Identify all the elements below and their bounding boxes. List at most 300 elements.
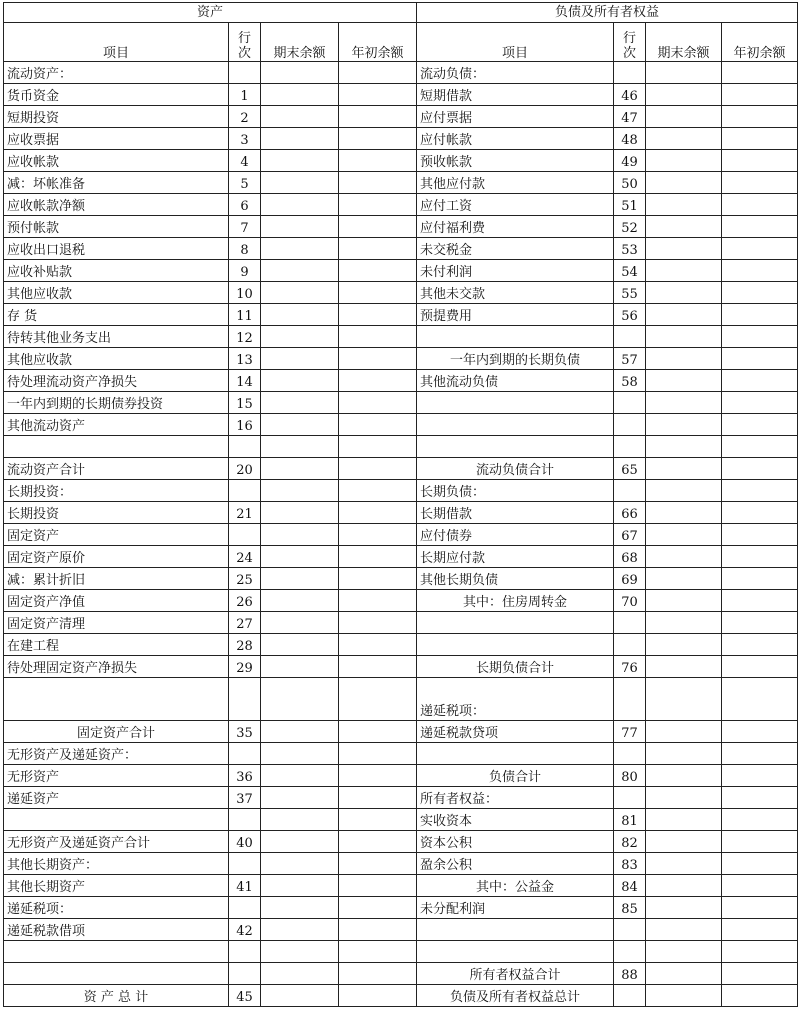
asset-begin-balance-cell	[339, 765, 417, 787]
liability-end-balance-cell	[646, 260, 722, 282]
table-row	[4, 502, 798, 524]
liability-line-no-cell: 49	[614, 150, 646, 172]
liability-begin-balance-cell	[722, 216, 798, 238]
asset-end-balance-cell	[261, 721, 339, 743]
asset-begin-balance-cell	[339, 106, 417, 128]
asset-line-no-cell: 1	[229, 84, 261, 106]
liability-item-cell: 其中：住房周转金	[417, 590, 614, 612]
asset-line-no-cell	[229, 524, 261, 546]
assets-end-balance-header: 期末余额	[261, 23, 339, 62]
liability-item-cell	[417, 919, 614, 941]
liability-line-no-cell	[614, 941, 646, 963]
liability-item-cell: 递延税项：	[417, 678, 614, 721]
asset-begin-balance-cell	[339, 172, 417, 194]
asset-item-cell: 一年内到期的长期债券投资	[4, 392, 229, 414]
liability-begin-balance-cell	[722, 370, 798, 392]
liability-end-balance-cell	[646, 524, 722, 546]
asset-item-cell: 应收票据	[4, 128, 229, 150]
asset-begin-balance-cell	[339, 238, 417, 260]
liability-begin-balance-cell	[722, 150, 798, 172]
assets-section-title: 资产	[4, 3, 417, 23]
asset-begin-balance-cell	[339, 656, 417, 678]
asset-item-cell: 预付帐款	[4, 216, 229, 238]
asset-line-no-cell	[229, 62, 261, 84]
asset-end-balance-cell	[261, 612, 339, 634]
asset-end-balance-cell	[261, 348, 339, 370]
asset-begin-balance-cell	[339, 787, 417, 809]
asset-begin-balance-cell	[339, 897, 417, 919]
liability-line-no-cell	[614, 919, 646, 941]
liability-item-cell	[417, 634, 614, 656]
asset-line-no-cell: 8	[229, 238, 261, 260]
asset-item-cell	[4, 963, 229, 985]
liability-line-no-cell: 69	[614, 568, 646, 590]
asset-begin-balance-cell	[339, 502, 417, 524]
liability-end-balance-cell	[646, 941, 722, 963]
liability-begin-balance-cell	[722, 62, 798, 84]
liability-item-cell	[417, 941, 614, 963]
liability-begin-balance-cell	[722, 831, 798, 853]
asset-item-cell: 其他应收款	[4, 348, 229, 370]
liability-item-cell: 盈余公积	[417, 853, 614, 875]
liability-end-balance-cell	[646, 106, 722, 128]
liability-line-no-cell: 84	[614, 875, 646, 897]
liability-line-no-cell: 58	[614, 370, 646, 392]
asset-line-no-cell	[229, 809, 261, 831]
liability-begin-balance-cell	[722, 436, 798, 458]
asset-begin-balance-cell	[339, 414, 417, 436]
table-row	[4, 743, 798, 765]
table-row	[4, 963, 798, 985]
liabilities-line-no-header: 行 次	[614, 23, 646, 62]
asset-line-no-cell: 5	[229, 172, 261, 194]
liability-end-balance-cell	[646, 787, 722, 809]
asset-begin-balance-cell	[339, 875, 417, 897]
asset-begin-balance-cell	[339, 348, 417, 370]
asset-line-no-cell: 41	[229, 875, 261, 897]
liability-line-no-cell: 76	[614, 656, 646, 678]
liability-line-no-cell: 82	[614, 831, 646, 853]
table-row	[4, 546, 798, 568]
liability-begin-balance-cell	[722, 502, 798, 524]
asset-begin-balance-cell	[339, 260, 417, 282]
liability-item-cell: 递延税款贷项	[417, 721, 614, 743]
asset-begin-balance-cell	[339, 326, 417, 348]
asset-item-cell: 资 产 总 计	[4, 985, 229, 1007]
asset-line-no-cell: 16	[229, 414, 261, 436]
asset-end-balance-cell	[261, 370, 339, 392]
asset-end-balance-cell	[261, 172, 339, 194]
asset-item-cell: 减：坏帐准备	[4, 172, 229, 194]
liability-end-balance-cell	[646, 436, 722, 458]
table-row	[4, 721, 798, 743]
liability-item-cell	[417, 436, 614, 458]
table-row	[4, 765, 798, 787]
liability-begin-balance-cell	[722, 568, 798, 590]
asset-begin-balance-cell	[339, 590, 417, 612]
asset-line-no-cell: 37	[229, 787, 261, 809]
asset-begin-balance-cell	[339, 370, 417, 392]
asset-line-no-cell: 14	[229, 370, 261, 392]
liability-begin-balance-cell	[722, 590, 798, 612]
liability-line-no-cell: 77	[614, 721, 646, 743]
liability-line-no-cell: 85	[614, 897, 646, 919]
table-row	[4, 985, 798, 1007]
liability-item-cell: 预提费用	[417, 304, 614, 326]
asset-begin-balance-cell	[339, 480, 417, 502]
liability-begin-balance-cell	[722, 678, 798, 721]
asset-end-balance-cell	[261, 106, 339, 128]
table-row	[4, 348, 798, 370]
liability-begin-balance-cell	[722, 282, 798, 304]
liability-item-cell: 其中：公益金	[417, 875, 614, 897]
table-row	[4, 326, 798, 348]
liability-item-cell: 未付利润	[417, 260, 614, 282]
asset-end-balance-cell	[261, 150, 339, 172]
asset-item-cell: 固定资产	[4, 524, 229, 546]
liability-begin-balance-cell	[722, 480, 798, 502]
liability-item-cell: 应付工资	[417, 194, 614, 216]
liability-line-no-cell: 55	[614, 282, 646, 304]
asset-item-cell: 货币资金	[4, 84, 229, 106]
table-row	[4, 831, 798, 853]
liability-line-no-cell: 54	[614, 260, 646, 282]
asset-end-balance-cell	[261, 326, 339, 348]
asset-begin-balance-cell	[339, 546, 417, 568]
table-row	[4, 590, 798, 612]
liability-item-cell: 负债及所有者权益总计	[417, 985, 614, 1007]
liability-end-balance-cell	[646, 656, 722, 678]
asset-begin-balance-cell	[339, 568, 417, 590]
liabilities-item-header: 项目	[417, 23, 614, 62]
asset-item-cell: 递延税项：	[4, 897, 229, 919]
asset-end-balance-cell	[261, 84, 339, 106]
asset-line-no-cell	[229, 480, 261, 502]
asset-end-balance-cell	[261, 985, 339, 1007]
liability-begin-balance-cell	[722, 128, 798, 150]
liability-end-balance-cell	[646, 985, 722, 1007]
table-row	[4, 612, 798, 634]
asset-line-no-cell: 29	[229, 656, 261, 678]
liability-begin-balance-cell	[722, 458, 798, 480]
asset-end-balance-cell	[261, 919, 339, 941]
liability-item-cell: 负债合计	[417, 765, 614, 787]
liability-end-balance-cell	[646, 172, 722, 194]
liability-end-balance-cell	[646, 546, 722, 568]
asset-line-no-cell: 24	[229, 546, 261, 568]
liability-begin-balance-cell	[722, 172, 798, 194]
asset-end-balance-cell	[261, 941, 339, 963]
table-row	[4, 62, 798, 84]
liability-begin-balance-cell	[722, 238, 798, 260]
liability-end-balance-cell	[646, 634, 722, 656]
liability-end-balance-cell	[646, 348, 722, 370]
liability-begin-balance-cell	[722, 326, 798, 348]
table-row	[4, 260, 798, 282]
asset-begin-balance-cell	[339, 919, 417, 941]
asset-begin-balance-cell	[339, 831, 417, 853]
liability-item-cell	[417, 392, 614, 414]
table-row	[4, 480, 798, 502]
table-row	[4, 568, 798, 590]
liability-item-cell	[417, 414, 614, 436]
liability-end-balance-cell	[646, 875, 722, 897]
asset-end-balance-cell	[261, 765, 339, 787]
asset-line-no-cell	[229, 963, 261, 985]
liability-item-cell: 所有者权益合计	[417, 963, 614, 985]
assets-line-no-header: 行 次	[229, 23, 261, 62]
table-row	[4, 897, 798, 919]
liability-end-balance-cell	[646, 590, 722, 612]
asset-end-balance-cell	[261, 282, 339, 304]
asset-end-balance-cell	[261, 875, 339, 897]
liability-line-no-cell	[614, 743, 646, 765]
asset-end-balance-cell	[261, 809, 339, 831]
asset-item-cell: 长期投资	[4, 502, 229, 524]
liability-end-balance-cell	[646, 502, 722, 524]
asset-begin-balance-cell	[339, 128, 417, 150]
asset-end-balance-cell	[261, 568, 339, 590]
asset-end-balance-cell	[261, 238, 339, 260]
asset-line-no-cell: 42	[229, 919, 261, 941]
table-row	[4, 656, 798, 678]
assets-begin-balance-header: 年初余额	[339, 23, 417, 62]
liability-end-balance-cell	[646, 853, 722, 875]
liability-item-cell: 长期负债合计	[417, 656, 614, 678]
liability-begin-balance-cell	[722, 853, 798, 875]
liability-begin-balance-cell	[722, 414, 798, 436]
liability-end-balance-cell	[646, 216, 722, 238]
liability-end-balance-cell	[646, 304, 722, 326]
liability-line-no-cell: 81	[614, 809, 646, 831]
liability-end-balance-cell	[646, 392, 722, 414]
asset-item-cell	[4, 941, 229, 963]
asset-end-balance-cell	[261, 414, 339, 436]
liability-line-no-cell: 53	[614, 238, 646, 260]
liability-end-balance-cell	[646, 326, 722, 348]
asset-item-cell: 无形资产	[4, 765, 229, 787]
asset-item-cell: 无形资产及递延资产：	[4, 743, 229, 765]
liability-end-balance-cell	[646, 282, 722, 304]
table-body	[4, 62, 798, 1007]
table-row	[4, 304, 798, 326]
asset-begin-balance-cell	[339, 678, 417, 721]
liability-item-cell	[417, 326, 614, 348]
asset-line-no-cell: 20	[229, 458, 261, 480]
liability-line-no-cell: 56	[614, 304, 646, 326]
asset-end-balance-cell	[261, 853, 339, 875]
liability-end-balance-cell	[646, 897, 722, 919]
asset-end-balance-cell	[261, 194, 339, 216]
liability-begin-balance-cell	[722, 304, 798, 326]
liability-end-balance-cell	[646, 62, 722, 84]
liability-begin-balance-cell	[722, 524, 798, 546]
liability-begin-balance-cell	[722, 612, 798, 634]
asset-begin-balance-cell	[339, 743, 417, 765]
liability-end-balance-cell	[646, 831, 722, 853]
table-row	[4, 436, 798, 458]
liability-line-no-cell	[614, 326, 646, 348]
table-row	[4, 809, 798, 831]
liabilities-equity-section-title: 负债及所有者权益	[417, 3, 798, 23]
asset-item-cell: 应收帐款	[4, 150, 229, 172]
column-header-row	[4, 23, 798, 62]
asset-item-cell: 其他流动资产	[4, 414, 229, 436]
liability-item-cell: 长期负债：	[417, 480, 614, 502]
liability-line-no-cell: 88	[614, 963, 646, 985]
asset-line-no-cell: 28	[229, 634, 261, 656]
liability-line-no-cell	[614, 678, 646, 721]
asset-line-no-cell	[229, 678, 261, 721]
liability-end-balance-cell	[646, 678, 722, 721]
liability-begin-balance-cell	[722, 963, 798, 985]
balance-sheet-table	[3, 2, 798, 1007]
table-row	[4, 150, 798, 172]
table-row	[4, 524, 798, 546]
asset-item-cell: 应收补贴款	[4, 260, 229, 282]
asset-item-cell	[4, 678, 229, 721]
liability-end-balance-cell	[646, 568, 722, 590]
liability-begin-balance-cell	[722, 392, 798, 414]
asset-begin-balance-cell	[339, 150, 417, 172]
liability-begin-balance-cell	[722, 985, 798, 1007]
assets-item-header: 项目	[4, 23, 229, 62]
asset-begin-balance-cell	[339, 62, 417, 84]
liability-line-no-cell: 67	[614, 524, 646, 546]
liability-end-balance-cell	[646, 480, 722, 502]
liability-item-cell: 资本公积	[417, 831, 614, 853]
liability-end-balance-cell	[646, 370, 722, 392]
asset-end-balance-cell	[261, 897, 339, 919]
liability-end-balance-cell	[646, 612, 722, 634]
liability-end-balance-cell	[646, 919, 722, 941]
table-row	[4, 370, 798, 392]
liability-begin-balance-cell	[722, 897, 798, 919]
asset-line-no-cell: 15	[229, 392, 261, 414]
asset-item-cell: 应收出口退税	[4, 238, 229, 260]
liabilities-begin-balance-header: 年初余额	[722, 23, 798, 62]
liability-line-no-cell	[614, 634, 646, 656]
table-row	[4, 414, 798, 436]
liability-line-no-cell: 50	[614, 172, 646, 194]
asset-line-no-cell: 2	[229, 106, 261, 128]
table-row	[4, 634, 798, 656]
asset-end-balance-cell	[261, 678, 339, 721]
asset-item-cell: 其他应收款	[4, 282, 229, 304]
asset-line-no-cell: 26	[229, 590, 261, 612]
liability-begin-balance-cell	[722, 84, 798, 106]
asset-begin-balance-cell	[339, 634, 417, 656]
liability-item-cell: 长期应付款	[417, 546, 614, 568]
asset-begin-balance-cell	[339, 304, 417, 326]
liability-begin-balance-cell	[722, 919, 798, 941]
table-row	[4, 282, 798, 304]
liability-line-no-cell: 46	[614, 84, 646, 106]
liability-line-no-cell: 48	[614, 128, 646, 150]
liability-item-cell: 所有者权益：	[417, 787, 614, 809]
liability-line-no-cell	[614, 392, 646, 414]
asset-end-balance-cell	[261, 743, 339, 765]
asset-line-no-cell: 45	[229, 985, 261, 1007]
asset-item-cell	[4, 436, 229, 458]
liability-end-balance-cell	[646, 150, 722, 172]
liability-item-cell: 预收帐款	[417, 150, 614, 172]
asset-line-no-cell: 3	[229, 128, 261, 150]
table-row	[4, 853, 798, 875]
asset-item-cell: 短期投资	[4, 106, 229, 128]
asset-end-balance-cell	[261, 634, 339, 656]
asset-end-balance-cell	[261, 128, 339, 150]
asset-line-no-cell: 35	[229, 721, 261, 743]
asset-begin-balance-cell	[339, 194, 417, 216]
asset-line-no-cell	[229, 941, 261, 963]
asset-begin-balance-cell	[339, 436, 417, 458]
liability-line-no-cell	[614, 612, 646, 634]
liability-line-no-cell: 83	[614, 853, 646, 875]
asset-item-cell: 减：累计折旧	[4, 568, 229, 590]
liability-item-cell: 未交税金	[417, 238, 614, 260]
asset-begin-balance-cell	[339, 84, 417, 106]
asset-begin-balance-cell	[339, 392, 417, 414]
liability-begin-balance-cell	[722, 875, 798, 897]
liability-begin-balance-cell	[722, 941, 798, 963]
asset-line-no-cell: 11	[229, 304, 261, 326]
asset-line-no-cell: 27	[229, 612, 261, 634]
asset-line-no-cell: 7	[229, 216, 261, 238]
table-row	[4, 941, 798, 963]
asset-line-no-cell: 4	[229, 150, 261, 172]
asset-line-no-cell: 13	[229, 348, 261, 370]
asset-begin-balance-cell	[339, 985, 417, 1007]
asset-end-balance-cell	[261, 392, 339, 414]
liability-begin-balance-cell	[722, 194, 798, 216]
asset-line-no-cell: 12	[229, 326, 261, 348]
asset-item-cell: 待处理流动资产净损失	[4, 370, 229, 392]
asset-item-cell: 其他长期资产	[4, 875, 229, 897]
asset-item-cell: 待处理固定资产净损失	[4, 656, 229, 678]
liability-begin-balance-cell	[722, 765, 798, 787]
liability-line-no-cell	[614, 62, 646, 84]
asset-end-balance-cell	[261, 62, 339, 84]
asset-item-cell: 在建工程	[4, 634, 229, 656]
asset-begin-balance-cell	[339, 963, 417, 985]
liability-line-no-cell: 80	[614, 765, 646, 787]
liability-begin-balance-cell	[722, 106, 798, 128]
asset-line-no-cell	[229, 853, 261, 875]
asset-begin-balance-cell	[339, 458, 417, 480]
asset-item-cell: 其他长期资产：	[4, 853, 229, 875]
asset-end-balance-cell	[261, 436, 339, 458]
liability-item-cell: 短期借款	[417, 84, 614, 106]
liability-line-no-cell: 70	[614, 590, 646, 612]
asset-end-balance-cell	[261, 304, 339, 326]
liability-item-cell: 一年内到期的长期负债	[417, 348, 614, 370]
liability-begin-balance-cell	[722, 743, 798, 765]
liability-item-cell: 未分配利润	[417, 897, 614, 919]
table-row	[4, 787, 798, 809]
asset-line-no-cell: 40	[229, 831, 261, 853]
liability-end-balance-cell	[646, 194, 722, 216]
asset-end-balance-cell	[261, 546, 339, 568]
table-row	[4, 392, 798, 414]
liability-end-balance-cell	[646, 743, 722, 765]
asset-line-no-cell: 36	[229, 765, 261, 787]
asset-line-no-cell: 21	[229, 502, 261, 524]
liability-line-no-cell	[614, 480, 646, 502]
liability-begin-balance-cell	[722, 721, 798, 743]
asset-end-balance-cell	[261, 260, 339, 282]
asset-line-no-cell: 9	[229, 260, 261, 282]
